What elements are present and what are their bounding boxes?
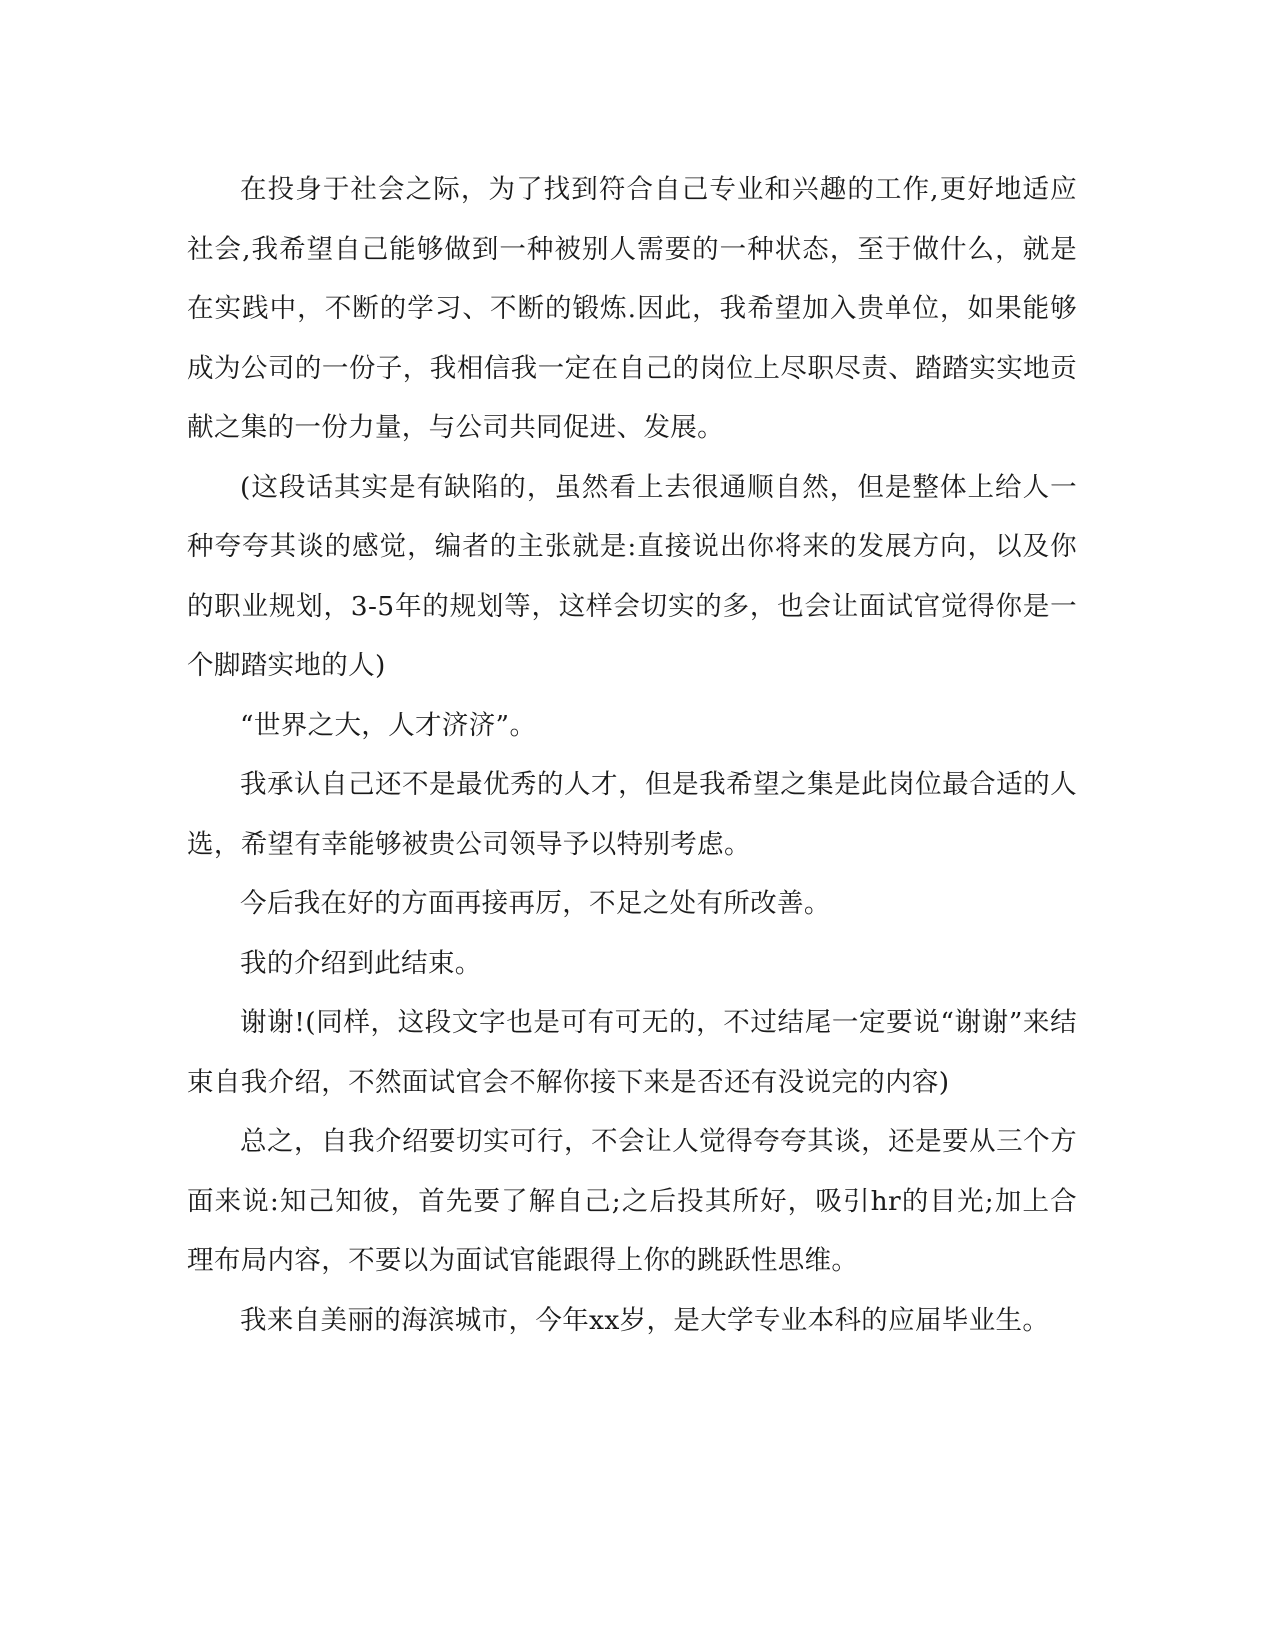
paragraph-closing: 我的介绍到此结束。	[240, 947, 482, 979]
paragraph-thanks-note: 谢谢!(同样，这段文字也是可有可无的，不过结尾一定要说“谢谢”来结束自我介绍，不然面试官会不解你接下来是否还有没说完的内容)	[187, 1007, 1077, 1098]
paragraph-background: 我来自美丽的海滨城市，今年xx岁，是大学专业本科的应届毕业生。	[240, 1304, 1050, 1336]
paragraph-summary: 总之，自我介绍要切实可行，不会让人觉得夸夸其谈，还是要从三个方面来说:知己知彼，首先要了解自己;之后投其所好，吸引hr的目光;加上合理布局内容，不要以为面试官能跟得上你的跳跃性思维。	[187, 1126, 1077, 1276]
document-body	[187, 160, 1077, 1350]
paragraph-quote: “世界之大，人才济济”。	[240, 709, 537, 741]
paragraph-admission: 我承认自己还不是最优秀的人才，但是我希望之集是此岗位最合适的人选，希望有幸能够被贵公司领导予以特别考虑。	[187, 769, 1077, 860]
paragraph-self-intro-goal: 在投身于社会之际，为了找到符合自己专业和兴趣的工作,更好地适应社会,我希望自己能够做到一种被别人需要的一种状态，至于做什么，就是在实践中，不断的学习、不断的锻炼.因此，我希望加入贵单位，如果能够成为公司的一份子，我相信我一定在自己的岗位上尽职尽责、踏踏实实地贡献之集的一份力量，与公司共同促进、发展。	[187, 174, 1077, 443]
paragraph-improvement: 今后我在好的方面再接再厉，不足之处有所改善。	[240, 888, 831, 919]
paragraph-editor-note: (这段话其实是有缺陷的，虽然看上去很通顺自然，但是整体上给人一种夸夸其谈的感觉，编者的主张就是:直接说出你将来的发展方向，以及你的职业规划，3-5年的规划等，这样会切实的多，也会让面试官觉得你是一个脚踏实地的人)	[187, 471, 1077, 681]
